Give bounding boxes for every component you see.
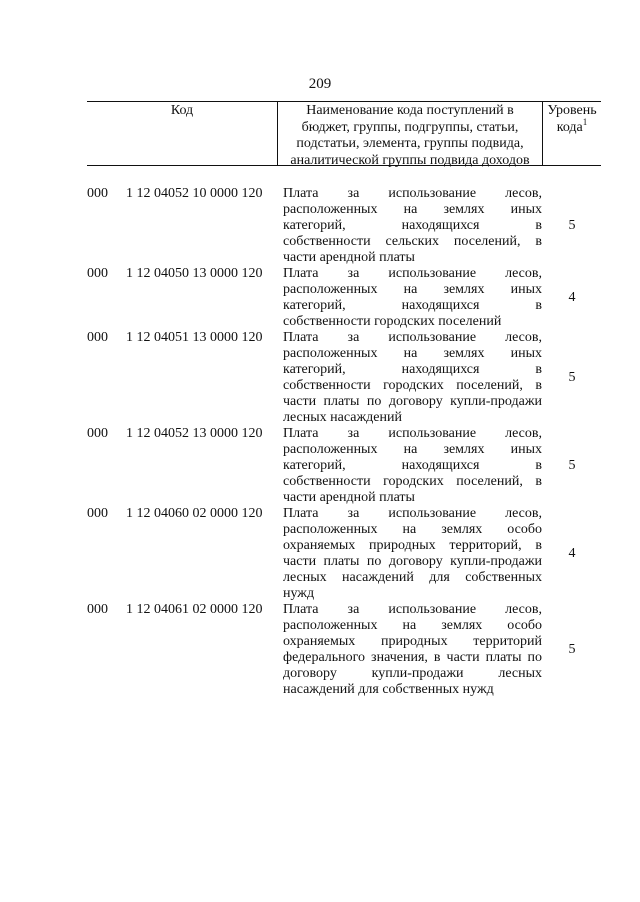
row-name-line: собственности сельских поселений, в — [283, 234, 542, 249]
row-level — [543, 186, 601, 266]
table-row — [87, 602, 601, 698]
table-header — [87, 101, 601, 166]
table-body — [87, 186, 601, 698]
table-row — [87, 506, 601, 602]
header-level-line2 — [543, 116, 601, 136]
row-name — [283, 266, 542, 330]
table-row — [87, 186, 601, 266]
row-name-line: расположенных на землях особо — [283, 618, 542, 633]
row-budget-code: 1 12 04050 13 0000 120 — [126, 266, 263, 281]
row-admin-code: 000 — [87, 506, 108, 521]
row-level-value: 4 — [568, 546, 576, 561]
row-name-line: расположенных на землях особо — [283, 522, 542, 537]
row-name-line: расположенных на землях иных — [283, 282, 542, 297]
row-budget-code: 1 12 04052 13 0000 120 — [126, 426, 263, 441]
row-name-line: Плата за использование лесов, — [283, 506, 542, 521]
row-admin-code: 000 — [87, 602, 108, 617]
row-budget-code: 1 12 04051 13 0000 120 — [126, 330, 263, 345]
header-code-column — [87, 102, 278, 165]
row-name-line: расположенных на землях иных — [283, 346, 542, 361]
row-name-line: части платы по договору купли-продажи — [283, 554, 542, 569]
row-level — [543, 330, 601, 426]
row-name — [283, 426, 542, 506]
header-level-column — [543, 102, 601, 165]
row-name-line: части арендной платы — [283, 490, 415, 505]
row-level-value: 4 — [568, 290, 576, 305]
row-name-line: федерального значения, в части платы по — [283, 650, 542, 665]
row-name-line: Плата за использование лесов, — [283, 330, 542, 345]
header-level-line1: Уровень — [547, 103, 597, 118]
header-name-line: бюджет, группы, подгруппы, статьи, — [301, 119, 519, 135]
row-name-line: лесных насаждений для собственных — [283, 570, 542, 585]
row-name — [283, 506, 542, 602]
header-name-line: Наименование кода поступлений в — [306, 103, 514, 118]
row-name-line: Плата за использование лесов, — [283, 426, 542, 441]
row-name-line: части арендной платы — [283, 250, 415, 265]
row-level-value: 5 — [568, 370, 576, 385]
row-name — [283, 330, 542, 426]
row-level-value: 5 — [568, 458, 576, 473]
row-name-line: категорий, находящихся в — [283, 458, 542, 473]
row-level — [543, 506, 601, 602]
row-name-line: расположенных на землях иных — [283, 202, 542, 217]
table-row — [87, 330, 601, 426]
row-name-line: категорий, находящихся в — [283, 218, 542, 233]
row-admin-code: 000 — [87, 426, 108, 441]
header-code-label: Код — [170, 103, 194, 118]
row-name-line: Плата за использование лесов, — [283, 266, 542, 281]
header-level-label: кода — [556, 119, 583, 135]
header-name-line: аналитической группы подвида доходов — [290, 152, 530, 168]
row-budget-code: 1 12 04061 02 0000 120 — [126, 602, 263, 617]
row-name — [283, 186, 542, 266]
row-name-line: категорий, находящихся в — [283, 298, 542, 313]
row-name-line: части платы по договору купли-продажи — [283, 394, 542, 409]
row-name-line: охраняемых природных территорий, в — [283, 538, 542, 553]
row-admin-code: 000 — [87, 266, 108, 281]
row-level — [543, 602, 601, 698]
row-name-line: насаждений для собственных нужд — [283, 682, 494, 697]
row-level-value: 5 — [568, 642, 576, 657]
row-name-line: собственности городских поселений, в — [283, 378, 542, 393]
row-level — [543, 266, 601, 330]
row-budget-code: 1 12 04060 02 0000 120 — [126, 506, 263, 521]
row-name-line: договору купли-продажи лесных — [283, 666, 542, 681]
row-name-line: Плата за использование лесов, — [283, 186, 542, 201]
row-admin-code: 000 — [87, 330, 108, 345]
row-name-line: охраняемых природных территорий — [283, 634, 542, 649]
header-name-line: подстатьи, элемента, группы подвида, — [296, 136, 524, 151]
row-name — [283, 602, 542, 698]
row-name-line: собственности городских поселений, в — [283, 474, 542, 489]
row-level-value: 5 — [568, 218, 576, 233]
row-name-line: нужд — [283, 586, 315, 601]
table-row — [87, 426, 601, 506]
row-name-line: лесных насаждений — [283, 410, 402, 425]
header-level-footnote: 1 — [582, 116, 588, 127]
row-admin-code: 000 — [87, 186, 108, 201]
row-name-line: Плата за использование лесов, — [283, 602, 542, 617]
table-row — [87, 266, 601, 330]
row-level — [543, 426, 601, 506]
row-budget-code: 1 12 04052 10 0000 120 — [126, 186, 263, 201]
row-name-line: категорий, находящихся в — [283, 362, 542, 377]
row-name-line: собственности городских поселений — [283, 314, 502, 329]
header-name-column — [278, 102, 543, 168]
page-number: 209 — [308, 76, 332, 92]
row-name-line: расположенных на землях иных — [283, 442, 542, 457]
